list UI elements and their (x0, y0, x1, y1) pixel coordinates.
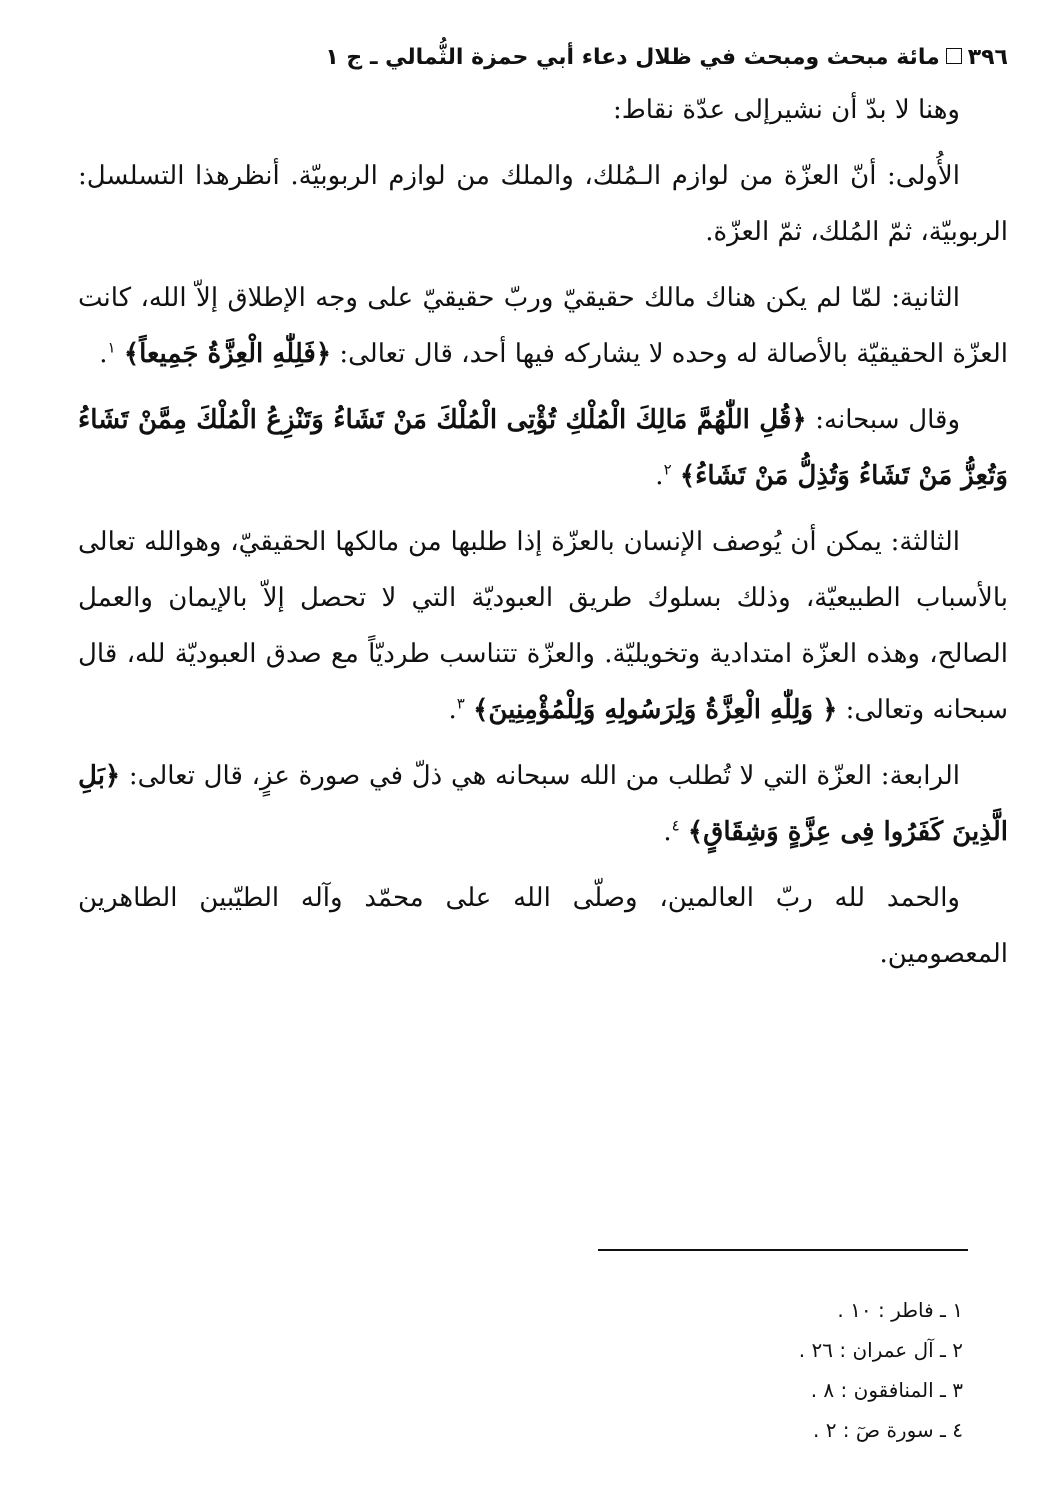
quran-verse-al-imran: ﴿قُلِ اللّٰهُمَّ مَالِكَ الْمُلْكِ تُؤْتِى الْمُلْكَ مَنْ تَشَاءُ وَتَنْزِعُ الْمُلْكَ مِمَّنْ تَشَاءُ وَتُعِزُّ مَنْ تَشَاءُ وَتُذِلُّ مَنْ تَشَاءُ﴾ (78, 405, 1008, 491)
quran-verse-fatir: ﴿فَلِلّٰهِ الْعِزَّةُ جَمِيعاً﴾ (123, 339, 332, 369)
footnote-ref-4[interactable]: ٤ (671, 816, 680, 835)
quran-verse-munafiqun: ﴿ وَلِلّٰهِ الْعِزَّةُ وَلِرَسُولِهِ وَلِلْمُؤْمِنِينَ﴾ (473, 695, 838, 725)
running-head (78, 40, 1008, 82)
quran-verse-sad: ﴿بَلِ الَّذِينَ كَفَرُوا فِى عِزَّةٍ وَشِقَاقٍ﴾ (78, 761, 1008, 847)
footnote-3: ٣ ـ المنافقون : ٨ . (810, 1378, 963, 1402)
point-1-text: الأُولى: أنّ العزّة من لوازم الـمُلك، والملك من لوازم الربوبيّة. أنظرهذا التسلسل: الربوبيّة، ثمّ المُلك، ثمّ العزّة. (78, 161, 1008, 247)
closing-paragraph (78, 870, 1008, 982)
page-body (78, 40, 1008, 992)
footnote-4: ٤ ـ سورة صٓ : ٢ . (812, 1418, 963, 1442)
point-2b-paragraph (78, 392, 1008, 504)
footnote-divider (598, 1249, 968, 1251)
footnote-1: ١ ـ فاطر : ١٠ . (837, 1298, 963, 1322)
page-number: ٣٩٦ (967, 45, 1008, 70)
point-2b-text: وقال سبحانه: (815, 405, 960, 435)
square-bullet-icon (946, 48, 962, 64)
intro-paragraph (78, 82, 1008, 138)
footnote-ref-2[interactable]: ٢ (663, 460, 672, 479)
intro-text: وهنا لا بدّ أن نشيرإلى عدّة نقاط: (613, 95, 960, 125)
footnote-ref-3[interactable]: ٣ (456, 694, 465, 713)
point-2-paragraph (78, 270, 1008, 382)
point-2-text: الثانية: لمّا لم يكن هناك مالك حقيقيّ وربّ حقيقيّ على وجه الإطلاق إلاّ الله، كانت العزّة الحقيقيّة بالأصالة له وحده لا يشاركه فيها أحد، قال تعالى: (78, 283, 1008, 369)
point-3-text: الثالثة: يمكن أن يُوصف الإنسان بالعزّة إذا طلبها من مالكها الحقيقيّ، وهوالله تعالى بالأسباب الطبيعيّة، وذلك بسلوك طريق العبوديّة التي لا تحصل إلاّ بالإيمان والعمل الصالح، وهذه العزّة امتدادية وتخويليّة. والعزّة تتناسب طرديّاً مع صدق العبوديّة لله، قال سبحانه وتعالى: (78, 527, 1008, 725)
sentence-end: . (99, 339, 108, 369)
point-3-paragraph (78, 514, 1008, 738)
point-4-text: الرابعة: العزّة التي لا تُطلب من الله سبحانه هي ذلّ في صورة عزٍ، قال تعالى: (128, 761, 960, 791)
closing-text: والحمد لله ربّ العالمين، وصلّى الله على محمّد وآله الطيّبين الطاهرين المعصومين. (78, 883, 1008, 969)
book-title: مائة مبحث ومبحث في ظلال دعاء أبي حمزة الثُّمالي ـ ج ١ (325, 45, 940, 70)
sentence-end: . (655, 461, 664, 491)
point-4-paragraph (78, 748, 1008, 860)
footnote-2: ٢ ـ آل عمران : ٢٦ . (798, 1338, 963, 1362)
footnote-ref-1[interactable]: ١ (107, 338, 116, 357)
point-1-paragraph (78, 148, 1008, 260)
sentence-end: . (663, 817, 672, 847)
sentence-end: . (448, 695, 457, 725)
footnotes (400, 1290, 963, 1450)
